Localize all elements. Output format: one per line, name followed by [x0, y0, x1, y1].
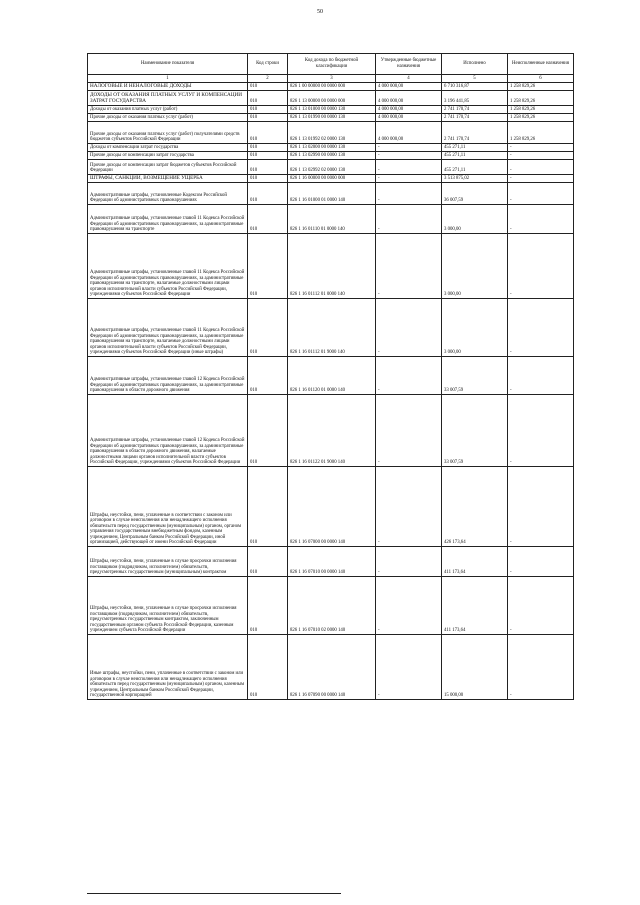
indicator-name: Штрафы, неустойки, пени, уплаченные в соответствии с законом или договором в случае неисполнения или ненадлежащего исполнения обязательств перед государственным (муниципальным) органом, органом управления государственным внебюджетным фондом, казенным учреждением, Центральным банком Российской Федерации, иной организацией, действующей от имени Российской Федерации: [88, 467, 248, 547]
line-code: 010: [248, 152, 288, 160]
table-row: [88, 635, 574, 700]
line-code: 010: [248, 183, 288, 205]
line-code: 010: [248, 577, 288, 635]
revenue-code: 826 1 16 01000 01 0000 140: [288, 183, 376, 205]
executed-amount: 411 173,64: [442, 577, 508, 635]
line-code: 010: [248, 91, 288, 106]
line-code: 010: [248, 144, 288, 152]
column-number-row: [88, 75, 574, 83]
executed-amount: 6 710 316,87: [442, 83, 508, 91]
table-row: [88, 83, 574, 91]
indicator-name: Прочие доходы от оказания платных услуг (работ): [88, 114, 248, 122]
column-number: 4: [376, 75, 442, 83]
revenue-code: 826 1 16 07090 00 0000 140: [288, 635, 376, 700]
executed-amount: 3 196 441,85: [442, 91, 508, 106]
revenue-code: 826 1 16 01110 01 0000 140: [288, 205, 376, 234]
executed-amount: 15 000,00: [442, 635, 508, 700]
indicator-name: ДОХОДЫ ОТ ОКАЗАНИЯ ПЛАТНЫХ УСЛУГ И КОМПЕНСАЦИИ ЗАТРАТ ГОСУДАРСТВА: [88, 91, 248, 106]
revenue-code: 826 1 13 00000 00 0000 000: [288, 91, 376, 106]
table-row: [88, 299, 574, 357]
table-row: [88, 144, 574, 152]
approved-amount: -: [376, 175, 442, 183]
budget-revenue-table: [87, 53, 574, 700]
line-code: 010: [248, 83, 288, 91]
revenue-code: 826 1 16 01122 01 9000 140: [288, 395, 376, 467]
approved-amount: -: [376, 395, 442, 467]
approved-amount: -: [376, 299, 442, 357]
revenue-code: 826 1 13 01000 00 0000 130: [288, 106, 376, 114]
executed-amount: 3 000,00: [442, 234, 508, 299]
header-line-code: Код строки: [248, 54, 288, 75]
indicator-name: Прочие доходы от оказания платных услуг (работ) получателями средств бюджетов субъектов Российской Федерации: [88, 122, 248, 144]
approved-amount: -: [376, 205, 442, 234]
indicator-name: Административные штрафы, установленные главой 11 Кодекса Российской Федерации об административных правонарушениях, за административные правонарушения на транспорте, налагаемые должностными лицами органов исполнительной власти субъектов Российской Федерации, учреждениями субъектов Российской Федерации: [88, 234, 248, 299]
unexecuted-amount: -: [508, 299, 574, 357]
table-row: [88, 205, 574, 234]
unexecuted-amount: 1 258 829,26: [508, 122, 574, 144]
revenue-code: 826 1 16 07010 00 0000 140: [288, 547, 376, 577]
unexecuted-amount: 1 258 829,26: [508, 83, 574, 91]
executed-amount: 33 007,59: [442, 395, 508, 467]
table-row: [88, 106, 574, 114]
table-row: [88, 547, 574, 577]
line-code: 010: [248, 357, 288, 395]
revenue-code: 826 1 13 02992 02 0000 130: [288, 160, 376, 175]
executed-amount: 2 741 170,74: [442, 114, 508, 122]
approved-amount: 4 000 000,00: [376, 91, 442, 106]
line-code: 010: [248, 175, 288, 183]
header-revenue-code: Код дохода по бюджетной классификации: [288, 54, 376, 75]
indicator-name: Иные штрафы, неустойки, пени, уплаченные в соответствии с законом или договором в случае неисполнения или ненадлежащего исполнения обязательств перед государственным (муниципальным) органом, казенным учреждением, Центральным банком Российской Федерации, государственной корпорацией: [88, 635, 248, 700]
table-row: [88, 467, 574, 547]
executed-amount: 3 000,00: [442, 299, 508, 357]
approved-amount: -: [376, 160, 442, 175]
unexecuted-amount: -: [508, 160, 574, 175]
table-row: [88, 175, 574, 183]
table-row: [88, 91, 574, 106]
table-row: [88, 152, 574, 160]
line-code: 010: [248, 160, 288, 175]
executed-amount: 455 271,11: [442, 160, 508, 175]
table-header-row: [88, 54, 574, 75]
approved-amount: -: [376, 152, 442, 160]
executed-amount: 3 000,00: [442, 205, 508, 234]
executed-amount: 36 007,59: [442, 183, 508, 205]
indicator-name: Доходы от компенсации затрат государства: [88, 144, 248, 152]
approved-amount: 4 000 000,00: [376, 114, 442, 122]
executed-amount: 455 271,11: [442, 144, 508, 152]
line-code: 010: [248, 122, 288, 144]
revenue-code: 826 1 13 02990 00 0000 130: [288, 152, 376, 160]
unexecuted-amount: -: [508, 635, 574, 700]
table-row: [88, 395, 574, 467]
indicator-name: Штрафы, неустойки, пени, уплаченные в случае просрочки исполнения поставщиком (подрядчиком, исполнителем) обязательств, предусмотренных государственным контрактом, заключенным государственным органом субъекта Российской Федерации, казенным учреждением субъекта Российской Федерации: [88, 577, 248, 635]
executed-amount: 2 741 170,74: [442, 106, 508, 114]
revenue-code: 826 1 16 07010 02 0000 140: [288, 577, 376, 635]
unexecuted-amount: -: [508, 547, 574, 577]
indicator-name: НАЛОГОВЫЕ И НЕНАЛОГОВЫЕ ДОХОДЫ: [88, 83, 248, 91]
header-executed: Исполнено: [442, 54, 508, 75]
unexecuted-amount: -: [508, 175, 574, 183]
unexecuted-amount: 1 258 829,26: [508, 91, 574, 106]
header-indicator-name: Наименование показателя: [88, 54, 248, 75]
approved-amount: -: [376, 547, 442, 577]
line-code: 010: [248, 205, 288, 234]
indicator-name: Административные штрафы, установленные главой 12 Кодекса Российской Федерации об административных правонарушениях, за административные правонарушения в области дорожного движения, налагаемые должностными лицами органов исполнительной власти субъектов Российской Федерации, учреждениями субъектов Российской Федерации: [88, 395, 248, 467]
indicator-name: Административные штрафы, установленные главой 11 Кодекса Российской Федерации об административных правонарушениях, за административные правонарушения на транспорте, налагаемые должностными лицами органов исполнительной власти субъектов Российской Федерации, учреждениями субъектов Российской Федерации (иные штрафы): [88, 299, 248, 357]
footer-rule: [87, 893, 341, 894]
indicator-name: Доходы от оказания платных услуг (работ): [88, 106, 248, 114]
revenue-code: 826 1 16 01112 01 9000 140: [288, 299, 376, 357]
revenue-code: 826 1 00 00000 00 0000 000: [288, 83, 376, 91]
indicator-name: Административные штрафы, установленные главой 12 Кодекса Российской Федерации об административных правонарушениях, за административные правонарушения в области дорожного движения: [88, 357, 248, 395]
line-code: 010: [248, 114, 288, 122]
table-row: [88, 122, 574, 144]
revenue-code: 826 1 16 01120 01 0000 140: [288, 357, 376, 395]
table-row: [88, 160, 574, 175]
page-number: 50: [317, 9, 323, 15]
line-code: 010: [248, 106, 288, 114]
approved-amount: -: [376, 357, 442, 395]
table-row: [88, 357, 574, 395]
table-row: [88, 577, 574, 635]
indicator-name: Прочие доходы от компенсации затрат бюджетов субъектов Российской Федерации: [88, 160, 248, 175]
unexecuted-amount: -: [508, 395, 574, 467]
unexecuted-amount: 1 258 829,26: [508, 106, 574, 114]
unexecuted-amount: 1 258 829,26: [508, 114, 574, 122]
line-code: 010: [248, 299, 288, 357]
approved-amount: -: [376, 183, 442, 205]
line-code: 010: [248, 635, 288, 700]
revenue-code: 826 1 13 01990 00 0000 130: [288, 114, 376, 122]
executed-amount: 2 741 170,74: [442, 122, 508, 144]
header-approved: Утвержденные бюджетные назначения: [376, 54, 442, 75]
approved-amount: -: [376, 234, 442, 299]
line-code: 010: [248, 547, 288, 577]
indicator-name: Штрафы, неустойки, пени, уплаченные в случае просрочки исполнения поставщиком (подрядчиком, исполнителем) обязательств, предусмотренных государственным (муниципальным) контрактом: [88, 547, 248, 577]
indicator-name: Административные штрафы, установленные главой 11 Кодекса Российской Федерации об административных правонарушениях, за административные правонарушения на транспорте: [88, 205, 248, 234]
column-number: 1: [88, 75, 248, 83]
column-number: 6: [508, 75, 574, 83]
approved-amount: -: [376, 577, 442, 635]
executed-amount: 426 173,64: [442, 467, 508, 547]
executed-amount: 411 173,64: [442, 547, 508, 577]
approved-amount: 4 000 000,00: [376, 83, 442, 91]
column-number: 5: [442, 75, 508, 83]
table-row: [88, 114, 574, 122]
table-row: [88, 183, 574, 205]
approved-amount: 4 000 000,00: [376, 106, 442, 114]
unexecuted-amount: -: [508, 144, 574, 152]
revenue-code: 826 1 13 02000 00 0000 130: [288, 144, 376, 152]
approved-amount: -: [376, 144, 442, 152]
unexecuted-amount: -: [508, 152, 574, 160]
table-body: [88, 83, 574, 700]
column-number: 2: [248, 75, 288, 83]
approved-amount: -: [376, 635, 442, 700]
unexecuted-amount: -: [508, 205, 574, 234]
unexecuted-amount: -: [508, 577, 574, 635]
indicator-name: Прочие доходы от компенсации затрат государства: [88, 152, 248, 160]
executed-amount: 33 007,59: [442, 357, 508, 395]
unexecuted-amount: -: [508, 234, 574, 299]
table-row: [88, 234, 574, 299]
executed-amount: 455 271,11: [442, 152, 508, 160]
indicator-name: Административные штрафы, установленные Кодексом Российской Федерации об административных правонарушениях: [88, 183, 248, 205]
header-unexecuted: Неисполненные назначения: [508, 54, 574, 75]
unexecuted-amount: -: [508, 467, 574, 547]
approved-amount: -: [376, 467, 442, 547]
indicator-name: ШТРАФЫ, САНКЦИИ, ВОЗМЕЩЕНИЕ УЩЕРБА: [88, 175, 248, 183]
line-code: 010: [248, 467, 288, 547]
revenue-code: 826 1 16 07000 00 0000 140: [288, 467, 376, 547]
column-number: 3: [288, 75, 376, 83]
revenue-code: 826 1 16 00000 00 0000 000: [288, 175, 376, 183]
approved-amount: 4 000 000,00: [376, 122, 442, 144]
unexecuted-amount: -: [508, 357, 574, 395]
line-code: 010: [248, 395, 288, 467]
line-code: 010: [248, 234, 288, 299]
executed-amount: 3 513 875,02: [442, 175, 508, 183]
revenue-code: 826 1 13 01992 02 0000 130: [288, 122, 376, 144]
revenue-code: 826 1 16 01112 01 0000 140: [288, 234, 376, 299]
unexecuted-amount: -: [508, 183, 574, 205]
